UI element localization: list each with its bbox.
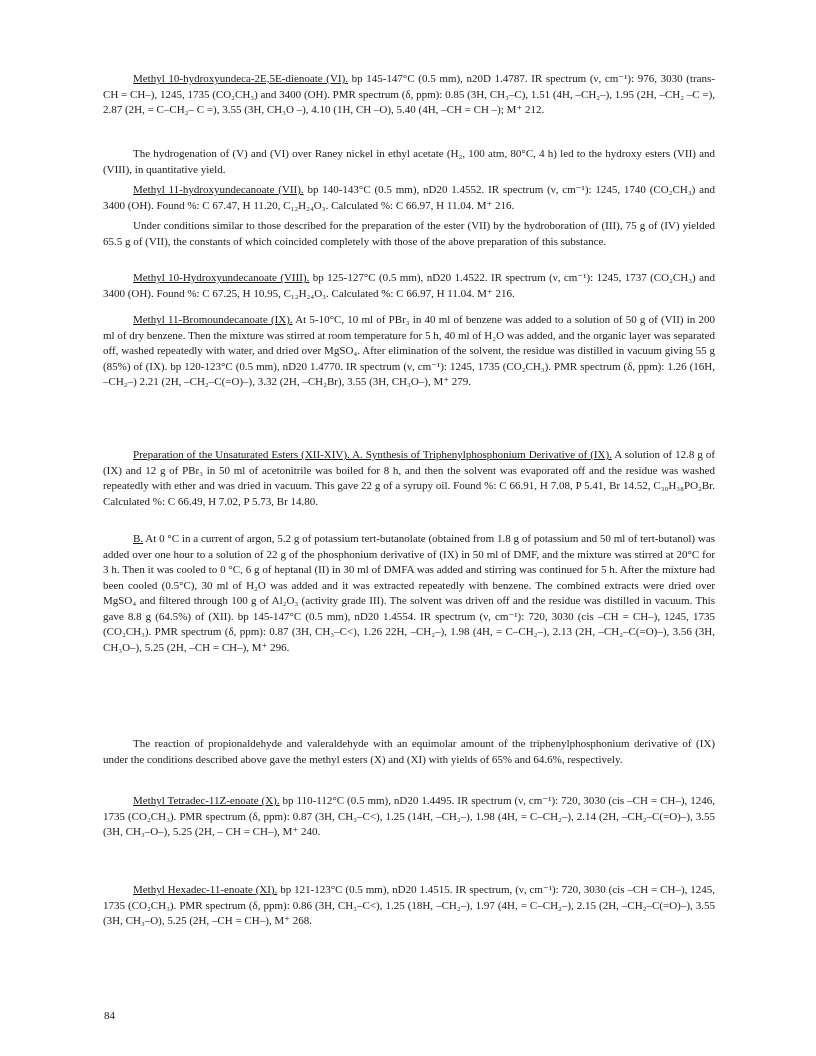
paragraph-text: The hydrogenation of (V) and (VI) over Raney nickel in ethyl acetate (H₂, 100 atm, 80°C, 4 h) led to the hydroxy esters (VII) and (VIII), in quantitative yield.: [103, 148, 715, 176]
compound-heading: Methyl Tetradec-11Z-enoate (X).: [133, 795, 280, 807]
paragraph-hydroboration: [103, 219, 715, 250]
paragraph-compound-ix: [103, 313, 715, 391]
paragraph-text: At 5-10°C, 10 ml of PBr₃ in 40 ml of benzene was added to a solution of 50 g of (VII) in 200 ml of dry benzene. Then the mixture was stirred at room temperature for 5 h, 40 ml of H₂O was added, and the organic layer was separated off, washed repeatedly with water, and dried over MgSO₄. After elimination of the solvent, the residue was distilled in vacuum giving 55 g (85%) of (IX). bp 120-123°C (0.5 mm), nD20 1.4770. IR spectrum (ν, cm⁻¹): 1245, 1735 (CO₂CH₃). PMR spectrum (δ, ppm): 1.26 (16H, –CH₂–) 2.21 (2H, –CH₂–C(=O)–), 3.32 (2H, –CH₂Br), 3.55 (3H, CH₃O–), M⁺ 279.: [103, 314, 715, 388]
compound-heading: Methyl 10-Hydroxyundecanoate (VIII).: [133, 272, 310, 284]
paragraph-text: Under conditions similar to those described for the preparation of the ester (VII) by the hydroboration of (III), 75 g of (IV) yielded 65.5 g of (VII), the constants of which coincided completely with those of the above preparation of this substance.: [103, 220, 715, 248]
paragraph-compound-xi: [103, 883, 715, 930]
paragraph-text: The reaction of propionaldehyde and valeraldehyde with an equimolar amount of the triphenylphosphonium derivative of (IX) under the conditions described above gave the methyl esters (X) and (XI) with yields of 65% and 64.6%, respectively.: [103, 738, 715, 766]
paragraph-compound-viii: [103, 271, 715, 302]
paragraph-section-a: [103, 448, 715, 510]
paragraph-text: bp 145-147°C (0.5 mm), n20D 1.4787. IR spectrum (ν, cm⁻¹): 976, 3030 (trans-CH = CH–), 1245, 1735 (CO₂CH₃) and 3400 (OH). PMR spectrum (δ, ppm): 0.85 (3H, CH₃–C), 1.51 (4H, –CH₂–), 1.95 (2H, –CH₂ –C =), 2.87 (2H, = C–CH₂– C =), 3.55 (3H, CH₃O –), 4.10 (1H, CH –O), 5.40 (4H, –CH = CH –); M⁺ 212.: [103, 73, 715, 116]
paragraph-hydrogenation: [103, 147, 715, 178]
section-heading: B.: [133, 533, 144, 545]
page-number: 84: [104, 1010, 115, 1022]
paragraph-text: bp 121-123°C (0.5 mm), nD20 1.4515. IR spectrum, (ν, cm⁻¹): 720, 3030 (cis –CH = CH–), 1245, 1735 (CO₂CH₃). PMR spectrum (δ, ppm): 0.86 (3H, CH₃–C<), 1.25 (18H, –CH₂–), 1.97 (4H, = C–CH₂–), 2.15 (2H, –CH₂–C(=O)–), 3.55 (3H, CH₃–O), 5.25 (2H, –CH = CH–), M⁺ 268.: [103, 884, 716, 927]
paragraph-compound-vii: [103, 183, 715, 214]
paragraph-text: bp 125-127°C (0.5 mm), nD20 1.4522. IR spectrum (ν, cm⁻¹): 1245, 1737 (CO₂CH₃) and 3400 (OH). Found %: C 67.25, H 10.95, C₁₂H₂₄O₃. Calculated %: C 66.97, H 11.04. M⁺ 216.: [103, 272, 715, 300]
compound-heading: Methyl Hexadec-11-enoate (XI).: [133, 884, 278, 896]
compound-heading: Methyl 10-hydroxyundeca-2E,5E-dienoate (VI).: [133, 73, 348, 85]
compound-heading: Methyl 11-Bromoundecanoate (IX).: [133, 314, 293, 326]
paragraph-section-b: [103, 532, 715, 656]
paragraph-text: bp 110-112°C (0.5 mm), nD20 1.4495. IR spectrum (ν, cm⁻¹): 720, 3030 (cis –CH = CH–), 1246, 1735 (CO₂CH₃). PMR spectrum (δ, ppm): 0.87 (3H, CH₃–C<), 1.25 (14H, –CH₂–), 1.98 (4H, = C–CH₂–), 2.14 (2H, –CH₂–C(=O)–), 3.55 (3H, CH₃–O–), 5.25 (2H, – CH = CH–), M⁺ 240.: [103, 795, 715, 838]
paragraph-text: A solution of 12.8 g of (IX) and 12 g of PBr₃ in 50 ml of acetonitrile was boiled for 8 h, and then the solvent was evaporated off and the residue was washed repeatedly with ether and was dried in vacuum. This gave 22 g of a syrupy oil. Found %: C 66.91, H 7.08, P 5.41, Br 14.52, C₃₀H₃₈PO₂Br. Calculated %: C 66.49, H 7.02, P 5.73, Br 14.80.: [103, 449, 715, 508]
paragraph-compound-x: [103, 794, 715, 841]
paragraph-text: bp 140-143°C (0.5 mm), nD20 1.4552. IR spectrum (ν, cm⁻¹): 1245, 1740 (CO₂CH₃) and 3400 (OH). Found %: C 67.47, H 11.20, C₁₂H₂₄O₃. Calculated %: C 66.97, H 11.04. M⁺ 216.: [103, 184, 715, 212]
section-heading: Preparation of the Unsaturated Esters (XII-XIV). A. Synthesis of Triphenylphosphonium Derivative of (IX).: [133, 449, 612, 461]
paragraph-text: At 0 °C in a current of argon, 5.2 g of potassium tert-butanolate (obtained from 1.8 g of potassium and 50 ml of tert-butanol) was added over one hour to a solution of 22 g of the phosphonium derivative of (IX) in 50 ml of DMF, and the mixture was stirred at 20°C for 3 h. Then it was cooled to 0 °C, 6 g of heptanal (II) in 30 ml of DMFA was added and stirring was continued for 5 h. After the mixture had been cooled (0.5°C), 30 ml of H₂O was added and it was extracted repeatedly with benzene. The combined extracts were dried over MgSO₄ and filtered through 100 g of Al₂O₃ (activity grade III). The solvent was driven off and the residue was distilled in vacuum. This gave 8.8 g (64.5%) of (XII). bp 145-147°C (0.5 mm), nD20 1.4554. IR spectrum (ν, cm⁻¹): 720, 3030 (cis –CH = CH–), 1245, 1735 (CO₂CH₃). PMR spectrum (δ, ppm): 0.87 (3H, CH₃–C<), 1.26 22H, –CH₂–), 1.98 (4H, = C–CH₂–), 2.13 (2H, –CH₂–C(=O)–), 3.56 (3H, CH₃O–), 5.25 (2H, –CH = CH–), M⁺ 296.: [103, 533, 715, 654]
paragraph-compound-vi: [103, 72, 715, 119]
paragraph-reaction: [103, 737, 715, 768]
compound-heading: Methyl 11-hydroxyundecanoate (VII).: [133, 184, 304, 196]
